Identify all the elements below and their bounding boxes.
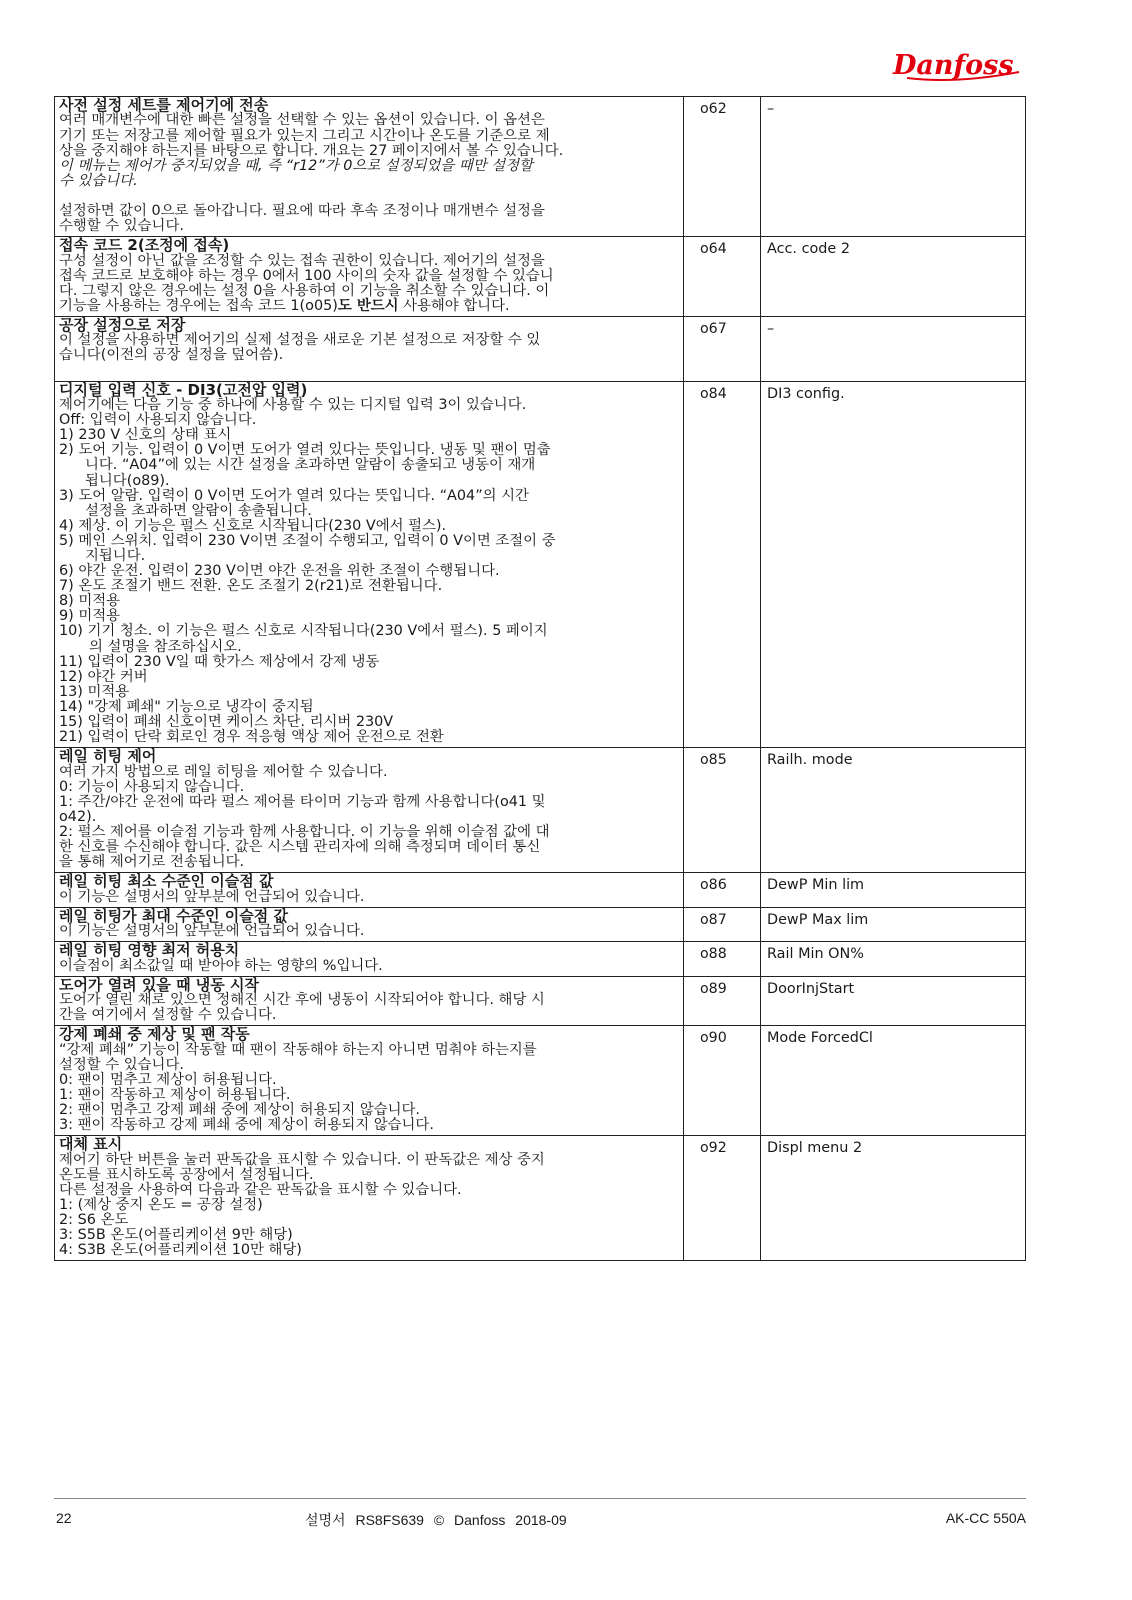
parameter-code: o92: [684, 1136, 761, 1261]
parameter-table: [54, 96, 1026, 1261]
description-line: 니다. “A04”에 있는 시간 설정을 초과하면 알람이 송출되고 냉동이 재개: [85, 457, 536, 474]
parameter-display-name: Acc. code 2: [761, 237, 1026, 317]
parameter-description: [55, 873, 684, 908]
parameter-row: [55, 97, 1026, 237]
description-text: 기능을 사용하는 경우에는 접속 코드 1(o05): [59, 297, 338, 314]
description-line: 구성 설정이 아닌 값을 조정할 수 있는 접속 권한이 있습니다. 제어기의 설정을: [59, 252, 545, 269]
footer-divider: [54, 1498, 1026, 1499]
description-line: 21) 입력이 단락 회로인 경우 적응형 액상 제어 운전으로 전환: [59, 729, 444, 746]
description-line: 제어기 하단 버튼을 눌러 판독값을 표시할 수 있습니다. 이 판독값은 제상 중지: [59, 1151, 545, 1168]
parameter-description: [55, 748, 684, 873]
parameter-title: 레일 히팅가 최대 수준인 이슬점 값: [59, 906, 288, 925]
description-line: 3) 도어 알람. 입력이 0 V이면 도어가 열려 있다는 뜻입니다. “A04”의 시간: [59, 487, 529, 504]
parameter-display-name: Mode ForcedCl: [761, 1026, 1026, 1136]
parameter-row: [55, 1026, 1026, 1136]
parameter-code: o67: [684, 316, 761, 381]
description-line: 8) 미적용: [59, 593, 121, 610]
parameter-description: [55, 237, 684, 317]
description-line: 이 메뉴는 제어가 중지되었을 때, 즉 “r12”가 0으로 설정되었을 때만 설정할: [59, 157, 533, 174]
description-line: 1: 주간/야간 운전에 따라 펄스 제어를 타이머 기능과 함께 사용합니다(o41 및: [59, 793, 546, 810]
description-line: 여러 매개변수에 대한 빠른 설정을 선택할 수 있는 옵션이 있습니다. 이 옵션은: [59, 112, 545, 129]
parameter-title: 접속 코드 2(조정에 접속): [59, 236, 230, 255]
parameter-display-name: DewP Min lim: [761, 873, 1026, 908]
description-line: 설정을 초과하면 알람이 송출됩니다.: [85, 502, 312, 519]
parameter-code: o86: [684, 873, 761, 908]
description-line: 한 신호를 수신해야 합니다. 값은 시스템 관리자에 의해 측정되며 데이터 통신: [59, 839, 541, 856]
description-line: 간을 여기에서 설정할 수 있습니다.: [59, 1007, 277, 1024]
description-line: 이 설정을 사용하면 제어기의 실제 설정을 새로운 기본 설정으로 저장할 수 있: [59, 332, 541, 349]
parameter-title: 사전 설정 세트를 제어기에 전송: [59, 96, 269, 114]
description-line: 13) 미적용: [59, 683, 130, 700]
description-line: 다른 설정을 사용하여 다음과 같은 판독값을 표시할 수 있습니다.: [59, 1181, 462, 1198]
parameter-display-name: DewP Max lim: [761, 907, 1026, 942]
parameter-row: [55, 976, 1026, 1026]
parameter-code: o62: [684, 97, 761, 237]
parameter-description: [55, 97, 684, 237]
description-line: 10) 기기 청소. 이 기능은 펄스 신호로 시작됩니다(230 V에서 펄스). 5 페이지: [59, 623, 548, 640]
description-line: 다. 그렇지 않은 경우에는 설정 0을 사용하여 이 기능을 취소할 수 있습니다. 이: [59, 282, 550, 299]
parameter-code: o89: [684, 976, 761, 1026]
description-line: 4) 제상. 이 기능은 펄스 신호로 시작됩니다(230 V에서 펄스).: [59, 517, 447, 534]
description-line: 수 있습니다.: [59, 172, 138, 189]
danfoss-logo: [887, 44, 1027, 86]
parameter-row: [55, 316, 1026, 381]
footer-document-info: 설명서 RS8FS639 © Danfoss 2018-09: [305, 1512, 567, 1528]
description-line: 0: 팬이 멈추고 제상이 허용됩니다.: [59, 1071, 277, 1088]
description-line: 됩니다(o89).: [85, 472, 170, 489]
description-line: 지됩니다.: [85, 547, 146, 564]
parameter-row: [55, 748, 1026, 873]
parameter-row: [55, 942, 1026, 977]
parameter-title: 공장 설정으로 저장: [59, 315, 186, 334]
parameter-row: [55, 381, 1026, 748]
parameter-display-name: DI3 config.: [761, 381, 1026, 748]
description-line: 도어가 열린 채로 있으면 정해진 시간 후에 냉동이 시작되어야 합니다. 해당 시: [59, 992, 545, 1009]
parameter-title: 레일 히팅 영향 최저 허용치: [59, 941, 240, 960]
description-line: 9) 미적용: [59, 608, 121, 625]
description-line: 2: 펄스 제어를 이슬점 기능과 함께 사용합니다. 이 기능을 위해 이슬점 값에 대: [59, 823, 550, 840]
footer-product-name: AK-CC 550A: [945, 1510, 1026, 1526]
page-number: 22: [56, 1510, 72, 1526]
description-line: 12) 야간 커버: [59, 668, 148, 685]
description-line: o42).: [59, 808, 97, 825]
description-text: 사용해야 합니다.: [398, 297, 510, 314]
parameter-code: o64: [684, 237, 761, 317]
parameter-display-name: –: [761, 316, 1026, 381]
description-line: 이슬점이 최소값일 때 받아야 하는 영향의 %입니다.: [59, 957, 383, 974]
parameter-description: [55, 942, 684, 977]
parameter-row: [55, 873, 1026, 908]
parameter-code: o90: [684, 1026, 761, 1136]
parameter-display-name: DoorInjStart: [761, 976, 1026, 1026]
description-line: 6) 야간 운전. 입력이 230 V이면 야간 운전을 위한 조절이 수행됩니다.: [59, 563, 500, 580]
description-line: [59, 189, 679, 204]
description-line: 수행할 수 있습니다.: [59, 218, 184, 235]
parameter-display-name: –: [761, 97, 1026, 237]
parameter-description: [55, 381, 684, 748]
description-line: 4: S3B 온도(어플리케이션 10만 해당): [59, 1242, 302, 1259]
description-line: 1: (제상 중지 온도 = 공장 설정): [59, 1197, 263, 1213]
description-line: 1) 230 V 신호의 상태 표시: [59, 427, 232, 444]
parameter-code: o85: [684, 748, 761, 873]
description-line: 기기 또는 저장고를 제어할 필요가 있는지 그리고 시간이나 온도를 기준으로 제: [59, 127, 550, 144]
danfoss-logo-text: Danfoss: [893, 50, 1014, 81]
parameter-description: [55, 316, 684, 381]
parameter-display-name: Rail Min ON%: [761, 942, 1026, 977]
description-line: 2: S6 온도: [59, 1212, 129, 1229]
description-line: 2) 도어 기능. 입력이 0 V이면 도어가 열려 있다는 뜻입니다. 냉동 및 팬이 멈춥: [59, 442, 551, 459]
description-line: 2: 팬이 멈추고 강제 폐쇄 중에 제상이 허용되지 않습니다.: [59, 1102, 421, 1119]
parameter-display-name: Displ menu 2: [761, 1136, 1026, 1261]
description-line: 접속 코드로 보호해야 하는 경우 0에서 100 사이의 숫자 값을 설정할 수 있습니: [59, 267, 554, 284]
emphasis-text: 도 반드시: [337, 297, 399, 314]
description-line: [59, 299, 679, 314]
description-line: 설정하면 값이 0으로 돌아갑니다. 필요에 따라 후속 조정이나 매개변수 설정을: [59, 202, 545, 219]
description-line: 5) 메인 스위치. 입력이 230 V이면 조절이 수행되고, 입력이 0 V이면 조절이 중: [59, 532, 556, 549]
description-line: 11) 입력이 230 V일 때 핫가스 제상에서 강제 냉동: [59, 653, 380, 670]
parameter-row: [55, 237, 1026, 317]
description-line: 을 통해 제어기로 전송됩니다.: [59, 854, 245, 871]
description-line: “강제 폐쇄” 기능이 작동할 때 팬이 작동해야 하는지 아니면 멈춰야 하는지를: [59, 1041, 537, 1058]
description-line: 이 기능은 설명서의 앞부분에 언급되어 있습니다.: [59, 888, 365, 905]
description-line: 이 기능은 설명서의 앞부분에 언급되어 있습니다.: [59, 923, 365, 940]
description-line: 제어기에는 다음 기능 중 하나에 사용할 수 있는 디지털 입력 3이 있습니다.: [59, 397, 527, 414]
parameter-title: 도어가 열려 있을 때 냉동 시작: [59, 975, 259, 994]
parameter-row: [55, 1136, 1026, 1261]
description-line: 설정할 수 있습니다.: [59, 1056, 184, 1073]
description-line: 여러 가지 방법으로 레일 히팅을 제어할 수 있습니다.: [59, 763, 388, 780]
parameter-description: [55, 976, 684, 1026]
description-line: 7) 온도 조절기 밴드 전환. 온도 조절기 2(r21)로 전환됩니다.: [59, 578, 443, 595]
description-line: 0: 기능이 사용되지 않습니다.: [59, 778, 245, 795]
description-line: Off: 입력이 사용되지 않습니다.: [59, 412, 257, 429]
parameter-code: o88: [684, 942, 761, 977]
description-line: 14) "강제 폐쇄" 기능으로 냉각이 중지됨: [59, 698, 314, 715]
description-line: 의 설명을 참조하십시오.: [89, 638, 242, 655]
parameter-code: o84: [684, 381, 761, 748]
danfoss-logo-wordmark: [887, 44, 1027, 86]
description-line: 3: S5B 온도(어플리케이션 9만 해당): [59, 1227, 293, 1244]
parameter-code: o87: [684, 907, 761, 942]
parameter-title: 레일 히팅 최소 수준인 이슬점 값: [59, 872, 274, 891]
description-line: [59, 364, 679, 379]
description-line: 온도를 표시하도록 공장에서 설정됩니다.: [59, 1166, 314, 1183]
description-line: 15) 입력이 폐쇄 신호이면 케이스 차단. 리시버 230V: [59, 714, 394, 730]
description-line: 1: 팬이 작동하고 제상이 허용됩니다.: [59, 1087, 291, 1104]
description-line: 3: 팬이 작동하고 강제 폐쇄 중에 제상이 허용되지 않습니다.: [59, 1117, 434, 1134]
parameter-description: [55, 907, 684, 942]
parameter-description: [55, 1026, 684, 1136]
parameter-title: 대체 표시: [59, 1135, 123, 1154]
description-line: 상을 중지해야 하는지를 바탕으로 합니다. 개요는 27 페이지에서 볼 수 있습니다.: [59, 142, 564, 159]
parameter-row: [55, 907, 1026, 942]
parameter-title: 강제 폐쇄 중 제상 및 팬 작동: [59, 1025, 250, 1044]
parameter-title: 디지털 입력 신호 - DI3(고전압 입력): [59, 380, 308, 399]
description-line: 습니다(이전의 공장 설정을 덮어씀).: [59, 347, 284, 364]
parameter-title: 레일 히팅 제어: [59, 747, 157, 766]
parameter-description: [55, 1136, 684, 1261]
parameter-display-name: Railh. mode: [761, 748, 1026, 873]
